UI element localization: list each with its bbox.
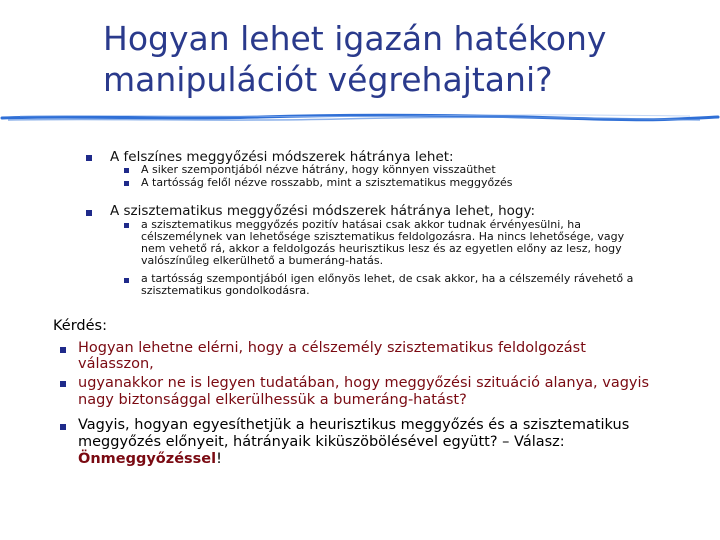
section-2-heading: A szisztematikus meggyőzési módszerek hátránya lehet, hogy: — [110, 203, 536, 219]
answer-word: Önmeggyőzéssel — [78, 451, 217, 467]
bullet-icon — [86, 210, 92, 216]
section-1-item-1: A siker szempontjából nézve hátrány, hogy könnyen visszaüthet — [141, 163, 496, 176]
section-1-heading: A felszínes meggyőzési módszerek hátránya lehet: — [110, 149, 454, 165]
slide-title-line-1: Hogyan lehet igazán hatékony — [103, 19, 607, 58]
slide-title-line-2: manipulációt végrehajtani? — [103, 60, 553, 99]
bullet-icon — [124, 278, 129, 283]
question-item-3-line-1: Vagyis, hogyan egyesíthetjük a heurisztikus meggyőzés és a szisztematikus — [78, 417, 630, 433]
section-2-item-2-line-1: a tartósság szempontjából igen előnyös lehet, de csak akkor, ha a célszemély rávehető a — [141, 272, 634, 285]
question-item-1-line-2: válasszon, — [78, 356, 154, 372]
question-label: Kérdés: — [53, 318, 107, 334]
question-item-2-line-2: nagy biztonsággal elkerülhessük a bumeráng-hatást? — [78, 392, 467, 408]
section-2-item-1-line-2: célszemélynek van lehetősége szisztematikus feldolgozásra. Ha nincs lehetősége, vagy — [141, 230, 625, 243]
title-underline-brush — [0, 112, 720, 124]
question-item-1-line-1: Hogyan lehetne elérni, hogy a célszemély szisztematikus feldolgozást — [78, 340, 586, 356]
question-answer — [78, 451, 222, 467]
bullet-icon — [86, 155, 92, 161]
bullet-icon — [60, 381, 66, 387]
slide-title — [103, 18, 703, 100]
section-2-item-1-line-1: a szisztematikus meggyőzés pozitív hatásai csak akkor tudnak érvényesülni, ha — [141, 218, 581, 231]
bullet-icon — [60, 347, 66, 353]
bullet-icon — [124, 223, 129, 228]
section-1-item-2: A tartósság felől nézve rosszabb, mint a szisztematikus meggyőzés — [141, 176, 513, 189]
bullet-icon — [60, 424, 66, 430]
answer-suffix: ! — [216, 451, 222, 467]
question-item-2-line-1: ugyanakkor ne is legyen tudatában, hogy meggyőzési szituáció alanya, vagyis — [78, 375, 650, 391]
question-item-3-line-2: meggyőzés előnyeit, hátrányaik kiküszöbölésével együtt? – Válasz: — [78, 434, 565, 450]
section-2-item-2-line-2: szisztematikus gondolkodásra. — [141, 284, 310, 297]
bullet-icon — [124, 181, 129, 186]
bullet-icon — [124, 168, 129, 173]
section-2-item-1-line-3: nem vehető rá, akkor a feldolgozás heurisztikus lesz és az egyetlen előny az lesz, hogy — [141, 242, 622, 255]
section-2-item-1-line-4: valószínűleg elkerülhető a bumeráng-hatás. — [141, 254, 384, 267]
